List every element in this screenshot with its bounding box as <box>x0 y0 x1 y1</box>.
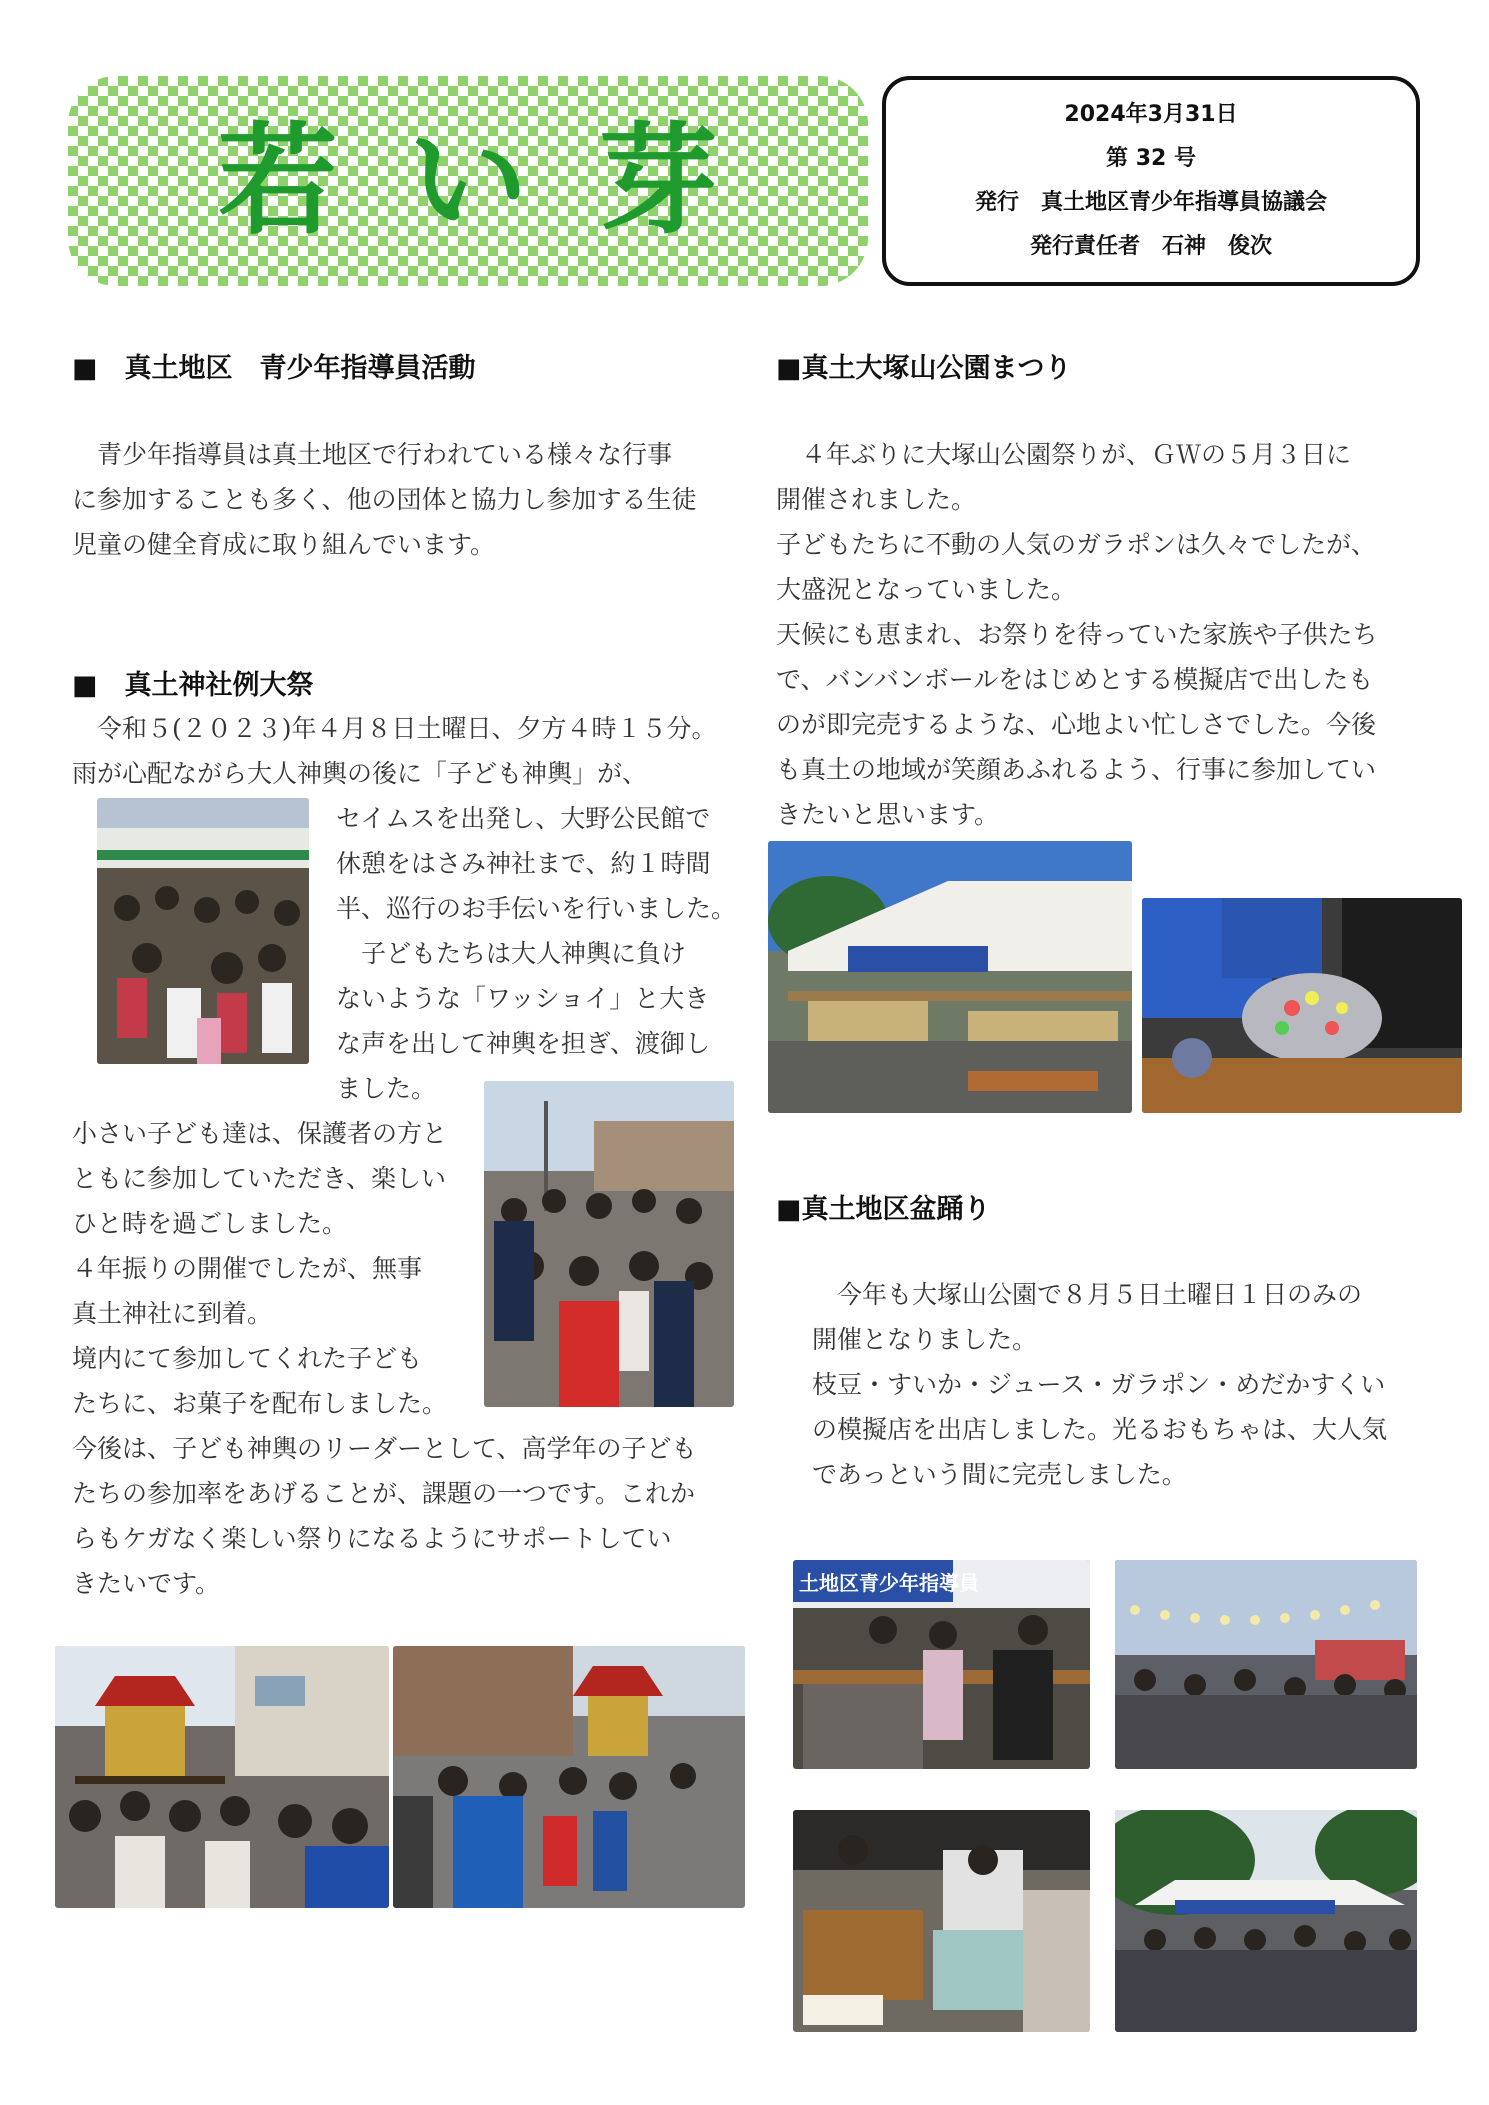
text-line: たちの参加率をあげることが、課題の一つです。これか <box>72 1479 696 1508</box>
text-line: 半、巡行のお手伝いを行いました。 <box>336 894 737 923</box>
shrine-outro <box>72 1426 752 1606</box>
text-line: 今年も大塚山公園で８月５日土曜日１日のみの <box>812 1280 1363 1309</box>
text-line: らもケガなく楽しい祭りになるようにサポートしてい <box>72 1524 672 1553</box>
photo-candy-stall <box>1142 898 1462 1113</box>
park-festival-body <box>776 432 1426 837</box>
text-line: ４年振りの開催でしたが、無事 <box>72 1254 423 1283</box>
text-line: 枝豆・すいか・ジュース・ガラポン・めだかすくい <box>812 1370 1386 1399</box>
text-line: 天候にも恵まれ、お祭りを待っていた家族や子供たち <box>776 620 1378 649</box>
issue-publisher: 発行 真土地区青少年指導員協議会 <box>974 190 1327 215</box>
text-line: ました。 <box>336 1074 437 1103</box>
photo-procession-crowd <box>484 1081 734 1407</box>
text-line: 青少年指導員は真土地区で行われている様々な行事 <box>72 440 673 469</box>
text-line: 児童の健全育成に取り組んでいます。 <box>72 530 496 559</box>
activities-body <box>72 432 732 567</box>
shrine-wrap-left <box>72 1111 482 1426</box>
issue-date: 2024年3月31日 <box>1064 102 1238 127</box>
text-line: に参加することも多く、他の団体と協力し参加する生徒 <box>72 485 697 514</box>
text-line: 大盛況となっていました。 <box>776 575 1077 604</box>
text-line: 今後は、子ども神輿のリーダーとして、高学年の子ども <box>72 1434 697 1463</box>
text-line: な声を出して神輿を担ぎ、渡御し <box>336 1029 711 1058</box>
photo-mikoshi-carry <box>55 1646 389 1908</box>
text-line: 休憩をはさみ神社まで、約１時間 <box>336 849 711 878</box>
text-line: の模擬店を出店しました。光るおもちゃは、大人気 <box>812 1415 1388 1444</box>
photo-festival-tent <box>768 841 1132 1113</box>
photo-mikoshi-start <box>97 798 309 1064</box>
text-line: ４年ぶりに大塚山公園祭りが、ＧＷの５月３日に <box>776 440 1352 469</box>
activities-heading: ■ 真土地区 青少年指導員活動 <box>72 353 476 384</box>
photo-medaka-scooping <box>793 1810 1090 2032</box>
shrine-intro <box>72 706 732 796</box>
text-line: たちに、お菓子を配布しました。 <box>72 1389 448 1418</box>
bon-odori-heading: ■真土地区盆踊り <box>776 1194 991 1225</box>
text-line: ないような「ワッショイ」と大き <box>336 984 710 1013</box>
text-line: で、バンバンボールをはじめとする模擬店で出したも <box>776 665 1374 694</box>
text-line: 子どもたちに不動の人気のガラポンは久々でしたが、 <box>776 530 1377 559</box>
shrine-heading: ■ 真土神社例大祭 <box>72 670 314 701</box>
photo-bon-tent-evening <box>1115 1810 1417 2032</box>
text-line: 境内にて参加してくれた子ども <box>72 1344 423 1373</box>
text-line: きたいです。 <box>72 1569 221 1598</box>
photo-bon-dance-crowd <box>1115 1560 1417 1769</box>
tent-banner-text: 土地区青少年指導員 <box>799 1571 979 1595</box>
text-line: 真土神社に到着。 <box>72 1299 273 1328</box>
shrine-wrap-right <box>336 796 736 1111</box>
text-line: セイムスを出発し、大野公民館で <box>336 804 711 833</box>
text-line: も真土の地域が笑顔あふれるよう、行事に参加してい <box>776 755 1377 784</box>
bon-odori-body <box>812 1272 1432 1497</box>
text-line: 令和５(２０２３)年４月８日土曜日、夕方４時１５分。 <box>72 714 717 743</box>
text-line: ともに参加していただき、楽しい <box>72 1164 447 1193</box>
text-line: 小さい子ども達は、保護者の方と <box>72 1119 448 1148</box>
masthead-banner <box>68 76 868 286</box>
text-line: きたいと思います。 <box>776 800 1000 829</box>
photo-shrine-procession <box>393 1646 745 1908</box>
text-line: であっという間に完売しました。 <box>812 1460 1187 1489</box>
text-line: のが即完売するような、心地よい忙しさでした。今後 <box>776 710 1377 739</box>
issue-info-box <box>882 76 1420 286</box>
text-line: 雨が心配ながら大人神輿の後に「子ども神輿」が、 <box>72 759 648 788</box>
newsletter-title: 若い芽 <box>218 110 788 251</box>
issue-number: 第 32 号 <box>1106 146 1196 171</box>
issue-editor: 発行責任者 石神 俊次 <box>1029 234 1272 259</box>
photo-bon-stall <box>793 1560 1090 1769</box>
text-line: 開催されました。 <box>776 485 977 514</box>
park-festival-heading: ■真土大塚山公園まつり <box>776 353 1072 384</box>
text-line: 子どもたちは大人神輿に負け <box>336 939 687 968</box>
text-line: 開催となりました。 <box>812 1325 1038 1354</box>
text-line: ひと時を過ごしました。 <box>72 1209 348 1238</box>
